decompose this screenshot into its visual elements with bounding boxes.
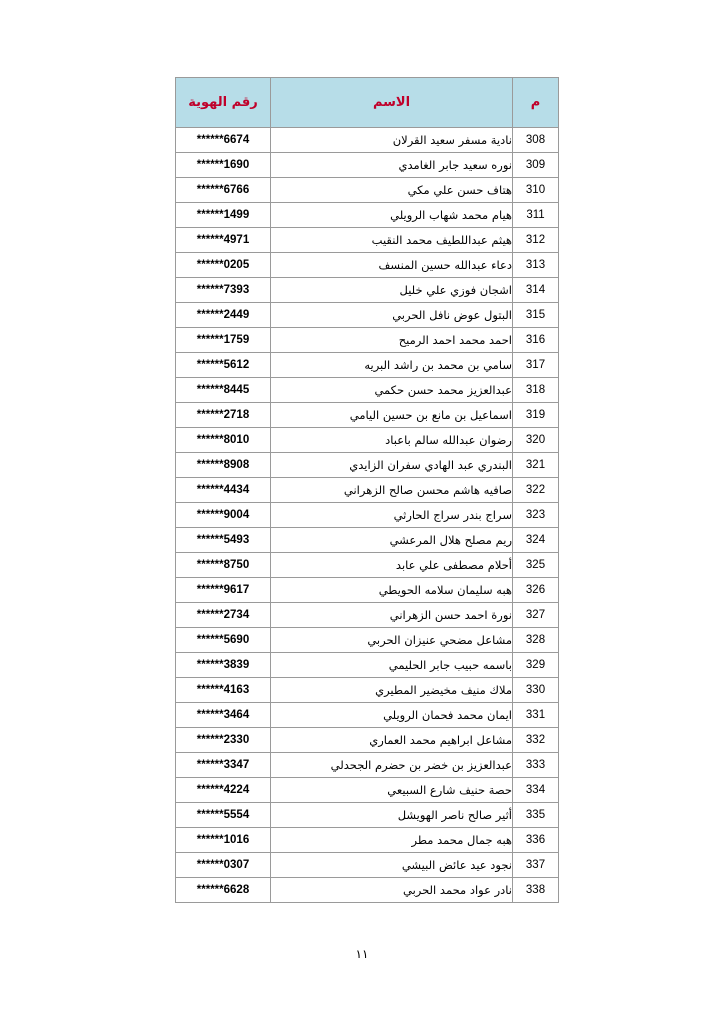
names-table <box>175 77 559 903</box>
row-name: ريم مصلح هلال المرعشي <box>271 528 513 553</box>
row-id-number: ******8908 <box>176 453 271 478</box>
table-row <box>176 803 559 828</box>
row-number: 326 <box>513 578 559 603</box>
row-number: 327 <box>513 603 559 628</box>
row-name: عبدالعزيز محمد حسن حكمي <box>271 378 513 403</box>
row-name: دعاء عبدالله حسين المنسف <box>271 253 513 278</box>
table-row <box>176 878 559 903</box>
table-row <box>176 753 559 778</box>
row-id-number: ******5554 <box>176 803 271 828</box>
row-number: 335 <box>513 803 559 828</box>
row-number: 317 <box>513 353 559 378</box>
table-row <box>176 278 559 303</box>
table-row <box>176 728 559 753</box>
row-id-number: ******3839 <box>176 653 271 678</box>
row-name: هيثم عبداللطيف محمد النقيب <box>271 228 513 253</box>
row-name: سراج بندر سراج الحارثي <box>271 503 513 528</box>
row-number: 338 <box>513 878 559 903</box>
row-id-number: ******2449 <box>176 303 271 328</box>
table-row <box>176 578 559 603</box>
row-id-number: ******0307 <box>176 853 271 878</box>
row-number: 314 <box>513 278 559 303</box>
row-name: ملاك منيف مخيضير المطيري <box>271 678 513 703</box>
row-name: نادية مسفر سعيد القرلان <box>271 128 513 153</box>
table-row <box>176 203 559 228</box>
table-row <box>176 703 559 728</box>
row-id-number: ******4163 <box>176 678 271 703</box>
row-name: البتول عوض نافل الحربي <box>271 303 513 328</box>
table-row <box>176 603 559 628</box>
table-row <box>176 628 559 653</box>
header-name: الاسم <box>271 78 513 128</box>
row-name: اسماعيل بن مانع بن حسين اليامي <box>271 403 513 428</box>
row-id-number: ******9617 <box>176 578 271 603</box>
row-number: 334 <box>513 778 559 803</box>
row-id-number: ******3464 <box>176 703 271 728</box>
row-number: 331 <box>513 703 559 728</box>
row-name: أحلام مصطفى علي عابد <box>271 553 513 578</box>
row-number: 321 <box>513 453 559 478</box>
row-id-number: ******6628 <box>176 878 271 903</box>
row-number: 318 <box>513 378 559 403</box>
table-row <box>176 303 559 328</box>
header-number: م <box>513 78 559 128</box>
row-name: نجود عيد عائض البيشي <box>271 853 513 878</box>
row-id-number: ******6674 <box>176 128 271 153</box>
row-name: ايمان محمد فحمان الرويلي <box>271 703 513 728</box>
row-name: احمد محمد احمد الرميح <box>271 328 513 353</box>
row-id-number: ******2330 <box>176 728 271 753</box>
row-name: هبه سليمان سلامه الحويطي <box>271 578 513 603</box>
table-row <box>176 528 559 553</box>
row-id-number: ******1016 <box>176 828 271 853</box>
table-row <box>176 553 559 578</box>
table-row <box>176 153 559 178</box>
table-row <box>176 853 559 878</box>
row-id-number: ******2734 <box>176 603 271 628</box>
row-name: مشاعل ابراهيم محمد العماري <box>271 728 513 753</box>
row-name: نادر عواد محمد الحربي <box>271 878 513 903</box>
row-number: 315 <box>513 303 559 328</box>
row-id-number: ******8750 <box>176 553 271 578</box>
row-number: 320 <box>513 428 559 453</box>
row-number: 311 <box>513 203 559 228</box>
row-id-number: ******6766 <box>176 178 271 203</box>
row-name: عبدالعزيز بن خضر بن حضرم الجحدلي <box>271 753 513 778</box>
table-row <box>176 778 559 803</box>
row-number: 310 <box>513 178 559 203</box>
row-id-number: ******5690 <box>176 628 271 653</box>
table-row <box>176 478 559 503</box>
table-row <box>176 503 559 528</box>
table-row <box>176 428 559 453</box>
row-number: 328 <box>513 628 559 653</box>
row-number: 323 <box>513 503 559 528</box>
row-name: أثير صالح ناصر الهويشل <box>271 803 513 828</box>
row-number: 324 <box>513 528 559 553</box>
row-id-number: ******5493 <box>176 528 271 553</box>
row-id-number: ******3347 <box>176 753 271 778</box>
page-number: ١١ <box>355 947 369 961</box>
row-number: 308 <box>513 128 559 153</box>
row-name: صافيه هاشم محسن صالح الزهراني <box>271 478 513 503</box>
row-number: 333 <box>513 753 559 778</box>
row-id-number: ******1759 <box>176 328 271 353</box>
row-id-number: ******5612 <box>176 353 271 378</box>
row-name: البندري عبد الهادي سفران الزايدي <box>271 453 513 478</box>
row-number: 312 <box>513 228 559 253</box>
table-row <box>176 353 559 378</box>
row-name: هيام محمد شهاب الرويلي <box>271 203 513 228</box>
row-number: 316 <box>513 328 559 353</box>
row-id-number: ******9004 <box>176 503 271 528</box>
row-number: 330 <box>513 678 559 703</box>
row-id-number: ******8010 <box>176 428 271 453</box>
table-row <box>176 653 559 678</box>
row-number: 337 <box>513 853 559 878</box>
row-name: نوره سعيد جابر الغامدي <box>271 153 513 178</box>
row-number: 332 <box>513 728 559 753</box>
table-row <box>176 178 559 203</box>
row-id-number: ******4224 <box>176 778 271 803</box>
row-number: 319 <box>513 403 559 428</box>
row-id-number: ******0205 <box>176 253 271 278</box>
row-name: حصة حنيف شارع السبيعي <box>271 778 513 803</box>
row-id-number: ******1690 <box>176 153 271 178</box>
table-body <box>176 128 559 903</box>
row-id-number: ******1499 <box>176 203 271 228</box>
row-name: سامي بن محمد بن راشد البريه <box>271 353 513 378</box>
table-row <box>176 128 559 153</box>
table-row <box>176 253 559 278</box>
row-name: هتاف حسن علي مكي <box>271 178 513 203</box>
row-number: 336 <box>513 828 559 853</box>
row-id-number: ******7393 <box>176 278 271 303</box>
row-name: باسمه حبيب جابر الحليمي <box>271 653 513 678</box>
table-header-row <box>176 78 559 128</box>
row-id-number: ******2718 <box>176 403 271 428</box>
row-name: مشاعل مضحي عنيزان الحربي <box>271 628 513 653</box>
row-name: نورة احمد حسن الزهراني <box>271 603 513 628</box>
row-number: 325 <box>513 553 559 578</box>
table-row <box>176 678 559 703</box>
table-row <box>176 828 559 853</box>
table-row <box>176 328 559 353</box>
table-row <box>176 403 559 428</box>
row-id-number: ******8445 <box>176 378 271 403</box>
table-row <box>176 453 559 478</box>
row-number: 309 <box>513 153 559 178</box>
row-name: اشجان فوزي علي خليل <box>271 278 513 303</box>
row-id-number: ******4971 <box>176 228 271 253</box>
table-row <box>176 228 559 253</box>
row-name: هبه جمال محمد مطر <box>271 828 513 853</box>
table-row <box>176 378 559 403</box>
header-id: رقم الهوية <box>176 78 271 128</box>
row-number: 329 <box>513 653 559 678</box>
row-number: 322 <box>513 478 559 503</box>
row-name: رضوان عبدالله سالم باعباد <box>271 428 513 453</box>
row-id-number: ******4434 <box>176 478 271 503</box>
row-number: 313 <box>513 253 559 278</box>
